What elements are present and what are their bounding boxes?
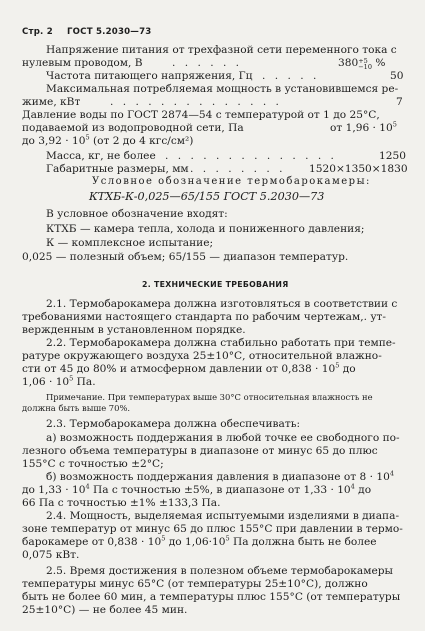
p22-line-3-text: сти от 45 до 80% и атмосферном давлении от 0,838 · 10	[22, 363, 336, 375]
p24-line-3-text: барокамере от 0,838 · 10	[22, 536, 162, 548]
designation-item-1: КТХБ — камера тепла, холода и пониженного давления;	[46, 223, 365, 235]
p24-line-3	[22, 536, 377, 548]
leader-dots: . . . . . . . .	[190, 163, 286, 175]
voltage-value-number: 380	[338, 57, 359, 69]
p23-b-line-1-text: б) возможность поддержания давления в диапазоне от 8 · 10	[46, 471, 390, 483]
pressure-to-number: до 3,92 · 10	[22, 135, 86, 147]
p24-line-3-c: Па должна быть не более	[229, 536, 377, 548]
designation-item-2: К — комплексное испытание;	[46, 237, 214, 249]
p23-a-line-3: 155°С с точностью ±2°С;	[22, 458, 164, 470]
p23-b-line-2-b: Па с точностью ±5%, в диапазоне от 1,33 · 10	[89, 484, 351, 496]
note-line-2: должна быть выше 70%.	[22, 403, 131, 413]
p23-b-line-2-a: до 1,33 · 10	[22, 484, 86, 496]
note-line-1: Примечание. При температурах выше 30°С относительная влажность не	[46, 392, 373, 402]
voltage-value	[338, 57, 385, 70]
pressure-line-1: Давление воды по ГОСТ 2874—54 с температурой от 1 до 25°С,	[22, 109, 380, 121]
dimensions-value: 1520×1350×1830	[309, 163, 408, 175]
page-number: Стр. 2	[22, 27, 53, 37]
standard-header: ГОСТ 5.2030—73	[67, 27, 152, 37]
p23-b-line-1-exponent: 4	[389, 469, 395, 478]
designation-title: Условное обозначение термобарокамеры:	[92, 176, 371, 187]
p23-b-line-2-c: до	[354, 484, 372, 496]
voltage-tol-plus: +5	[358, 57, 368, 65]
p24-line-2: зоне температур от минус 65 до плюс 155°С при давлении в термо-	[22, 523, 403, 535]
p22-line-3	[22, 363, 356, 375]
p22-line-4-end: Па.	[73, 376, 96, 388]
p22-line-4	[22, 376, 96, 388]
power-value: 7	[396, 96, 403, 108]
mass-label: Масса, кг, не более	[46, 150, 156, 162]
pressure-line-2: подаваемой из водопроводной сети, Па	[22, 122, 244, 134]
leader-dots: . . . . . . . . . . . . . .	[165, 150, 337, 162]
pressure-from-number: от 1,96 · 10	[330, 122, 393, 134]
pressure-line-3	[22, 135, 193, 147]
frequency-label: Частота питающего напряжения, Гц	[46, 70, 253, 82]
leader-dots: . . . . .	[262, 70, 320, 82]
p24-line-3-exponent-2: 5	[225, 534, 230, 543]
voltage-unit: %	[375, 57, 386, 69]
designation-intro: В условное обозначение входят:	[46, 208, 228, 220]
voltage-line-1: Напряжение питания от трехфазной сети переменного тока с	[46, 44, 397, 56]
frequency-value: 50	[390, 70, 404, 82]
p22-line-3-exponent: 5	[335, 361, 340, 370]
p23-b-line-3: 66 Па с точностью ±1% ±133,3 Па.	[22, 497, 221, 509]
mass-value: 1250	[379, 150, 406, 162]
p23-a-line-2: лезного объема температуры в диапазоне от минус 65 до плюс	[22, 445, 378, 457]
pressure-to-exponent: 5	[85, 133, 90, 142]
leader-dots: . . . . . .	[172, 57, 243, 69]
designation-item-3: 0,025 — полезный объем; 65/155 — диапазон температур.	[22, 251, 349, 263]
p21-line-3: вержденным в установленном порядке.	[22, 324, 246, 336]
p23-intro: 2.3. Термобарокамера должна обеспечивать:	[46, 418, 301, 430]
p22-line-3-end: до	[339, 363, 356, 375]
p25-line-1: 2.5. Время достижения в полезном объеме термобарокамеры	[46, 565, 393, 577]
p25-line-2: температуры минус 65°С (от температуры 25±10°С), должно	[22, 578, 368, 590]
p24-line-3-exponent: 5	[161, 534, 166, 543]
leader-dots: . . . . . . . . . . . . . .	[110, 96, 282, 108]
p21-line-1: 2.1. Термобарокамера должна изготовляться в соответствии с	[46, 298, 398, 310]
p22-line-4-exponent: 5	[69, 374, 74, 383]
p23-b-line-1	[46, 471, 394, 483]
power-line-2: жиме, кВт	[22, 96, 81, 108]
p24-line-4: 0,075 кВт.	[22, 549, 80, 561]
p23-b-line-2	[22, 484, 371, 496]
power-line-1: Максимальная потребляемая мощность в установившемся ре-	[46, 83, 399, 95]
p21-line-2: требованиями настоящего стандарта по рабочим чертежам,. ут-	[22, 311, 386, 323]
section-title: 2. ТЕХНИЧЕСКИЕ ТРЕБОВАНИЯ	[142, 280, 289, 289]
designation-code: КТХБ-К-0,025—65/155 ГОСТ 5.2030—73	[89, 190, 325, 203]
p24-line-1: 2.4. Мощность, выделяемая испытуемыми изделиями в диапа-	[46, 510, 400, 522]
p22-line-4-text: 1,06 · 10	[22, 376, 70, 388]
voltage-line-2: нулевым проводом, В	[22, 57, 143, 69]
p24-line-3-b: до 1,06·10	[165, 536, 226, 548]
p25-line-3: быть не более 60 мин, а температуры плюс 155°С (от температуры	[22, 591, 401, 603]
p23-b-line-2-exponent: 4	[85, 482, 90, 491]
pressure-from-exponent: 5	[392, 120, 397, 129]
p23-b-line-2-exponent-2: 4	[350, 482, 355, 491]
dimensions-label: Габаритные размеры, мм	[46, 163, 189, 175]
pressure-from-value	[330, 122, 397, 134]
p22-line-1: 2.2. Термобарокамера должна стабильно работать при темпе-	[46, 337, 396, 349]
voltage-tol-minus: −10	[358, 63, 372, 71]
p25-line-4: 25±10°С) — не более 45 мин.	[22, 604, 188, 616]
p23-a-line-1: а) возможность поддержания в любой точке ее свободного по-	[46, 432, 400, 444]
pressure-to-kgf: (от 2 до 4 кгс/см²)	[89, 135, 194, 147]
p22-line-2: ратуре окружающего воздуха 25±10°С, относительной влажно-	[22, 350, 382, 362]
